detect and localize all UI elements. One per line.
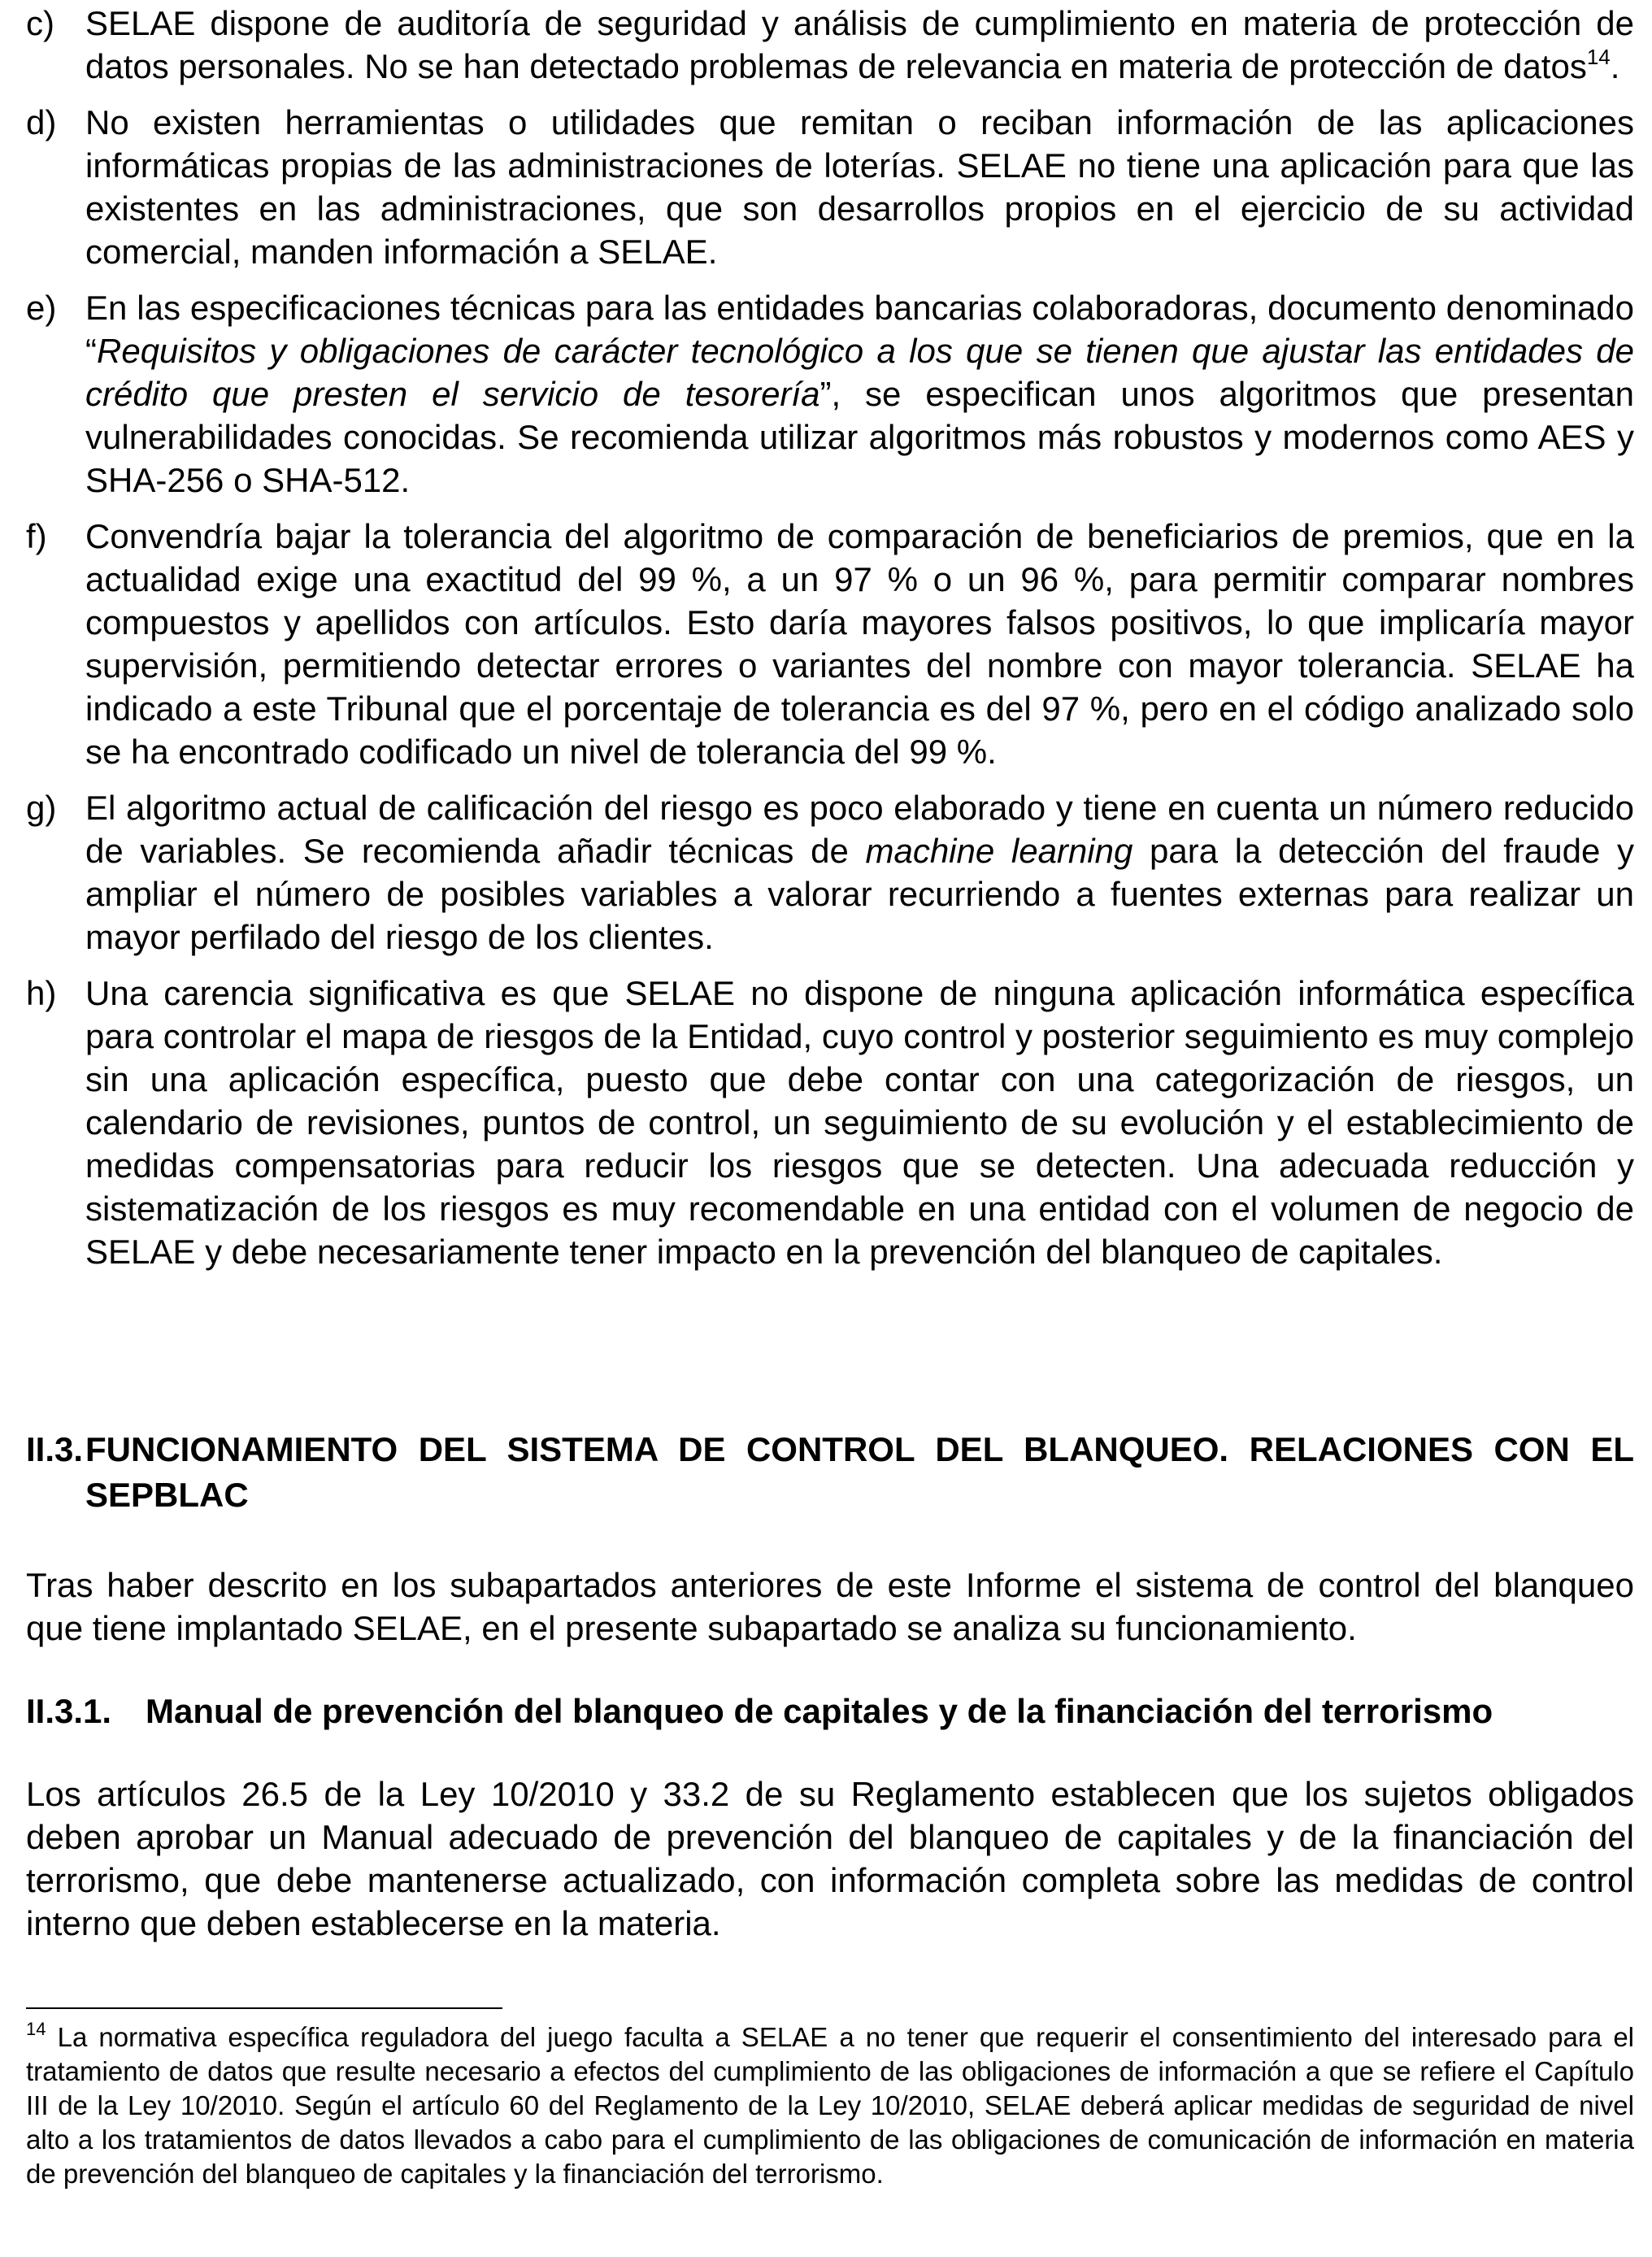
list-item-g-text-end: para la detección del fraude y ampliar el número de posibles variables a valorar recurriendo a fuentes externas para realizar un mayor perfilado del riesgo de los clientes. — [85, 832, 1634, 956]
list-item-text: No existen herramientas o utilidades que remitan o reciban información de las aplicaciones informáticas propias de las administraciones de loterías. SELAE no tiene una aplicación para que las existentes en las administraciones, que son desarrollos propios en el ejercicio de su actividad comercial, manden información a SELAE. — [85, 103, 1634, 271]
list-item-c — [26, 2, 1634, 88]
footnote-number: 14 — [26, 2019, 46, 2039]
list-item-e-text-start: En las especificaciones técnicas para las entidades bancarias colaboradoras, documento denominado “ — [85, 289, 1634, 370]
footnote — [26, 2020, 1634, 2191]
section-number: II.3. — [26, 1430, 84, 1468]
list-item-label: c) — [26, 4, 54, 42]
list-item-h — [26, 972, 1634, 1273]
list-item-text — [85, 286, 1634, 502]
footnote-divider — [26, 2007, 502, 2009]
subsection-number: II.3.1. — [26, 1692, 112, 1730]
list-item-d — [26, 101, 1634, 273]
list-item-e-text-end: ”, se especifican unos algoritmos que presentan vulnerabilidades conocidas. Se recomienda utilizar algoritmos más robustos y modernos como AES y SHA-256 o SHA-512. — [85, 375, 1634, 499]
subsection-heading — [26, 1689, 1634, 1733]
list-item-label: e) — [26, 289, 57, 327]
list-item-text — [85, 786, 1634, 959]
footnote-text: La normativa específica reguladora del juego faculta a SELAE a no tener que requerir el consentimiento del interesado para el tratamiento de datos que resulte necesario a efectos del cumplimiento de las obligaciones de información a que se refiere el Capítulo III de la Ley 10/2010. Según el artículo 60 del Reglamento de la Ley 10/2010, SELAE deberá aplicar medidas de seguridad de nivel alto a los tratamientos de datos llevados a cabo para el cumplimiento de las obligaciones de comunicación de información en materia de prevención del blanqueo de capitales y la financiación del terrorismo. — [26, 2022, 1634, 2189]
document-title-italic: Requisitos y obligaciones de carácter tecnológico a los que se tienen que ajustar las entidades de crédito que presten el servicio de tesorería — [85, 332, 1634, 413]
section-heading — [26, 1427, 1634, 1518]
subsection-title: Manual de prevención del blanqueo de capitales y de la financiación del terrorismo — [146, 1692, 1493, 1730]
list-item-label: f) — [26, 517, 47, 555]
section-intro-paragraph: Tras haber descrito en los subapartados anteriores de este Informe el sistema de control del blanqueo que tiene implantado SELAE, en el presente subapartado se analiza su funcionamiento. — [26, 1566, 1634, 1647]
list-item-f — [26, 515, 1634, 773]
machine-learning-italic: machine learning — [865, 832, 1133, 870]
list-item-c-text: SELAE dispone de auditoría de seguridad y análisis de cumplimiento en materia de protección de datos personales. No se han detectado problemas de relevancia en materia de protección de datos — [85, 4, 1634, 85]
section-title: FUNCIONAMIENTO DEL SISTEMA DE CONTROL DEL BLANQUEO. RELACIONES CON EL SEPBLAC — [85, 1430, 1634, 1514]
list-item-text — [85, 2, 1634, 88]
list-item-c-text-end: . — [1610, 47, 1620, 85]
list-item-g — [26, 786, 1634, 959]
subsection-paragraph: Los artículos 26.5 de la Ley 10/2010 y 33.2 de su Reglamento establecen que los sujetos obligados deben aprobar un Manual adecuado de prevención del blanqueo de capitales y de la financiación del terrorismo, que debe mantenerse actualizado, con información completa sobre las medidas de control interno que deben establecerse en la materia. — [26, 1775, 1634, 1942]
list-item-label: d) — [26, 103, 57, 141]
list-item-text: Una carencia significativa es que SELAE no dispone de ninguna aplicación informática específica para controlar el mapa de riesgos de la Entidad, cuyo control y posterior seguimiento es muy complejo sin una aplicación específica, puesto que debe contar con una categorización de riesgos, un calendario de revisiones, puntos de control, un seguimiento de su evolución y el establecimiento de medidas compensatorias para reducir los riesgos que se detecten. Una adecuada reducción y sistematización de los riesgos es muy recomendable en una entidad con el volumen de negocio de SELAE y debe necesariamente tener impacto en la prevención del blanqueo de capitales. — [85, 974, 1634, 1271]
list-item-g-text-start: El algoritmo actual de calificación del riesgo es poco elaborado y tiene en cuenta un número reducido de variables. Se recomienda añadir técnicas de — [85, 789, 1634, 870]
list-item-text: Convendría bajar la tolerancia del algoritmo de comparación de beneficiarios de premios, que en la actualidad exige una exactitud del 99 %, a un 97 % o un 96 %, para permitir comparar nombres compuestos y apellidos con artículos. Esto daría mayores falsos positivos, lo que implicaría mayor supervisión, permitiendo detectar errores o variantes del nombre con mayor tolerancia. SELAE ha indicado a este Tribunal que el porcentaje de tolerancia es del 97 %, pero en el código analizado solo se ha encontrado codificado un nivel de tolerancia del 99 %. — [85, 517, 1634, 771]
recommendation-list — [26, 2, 1634, 1286]
list-item-label: h) — [26, 974, 57, 1012]
footnote-reference[interactable]: 14 — [1586, 45, 1611, 69]
list-item-label: g) — [26, 789, 57, 827]
list-item-e — [26, 286, 1634, 502]
